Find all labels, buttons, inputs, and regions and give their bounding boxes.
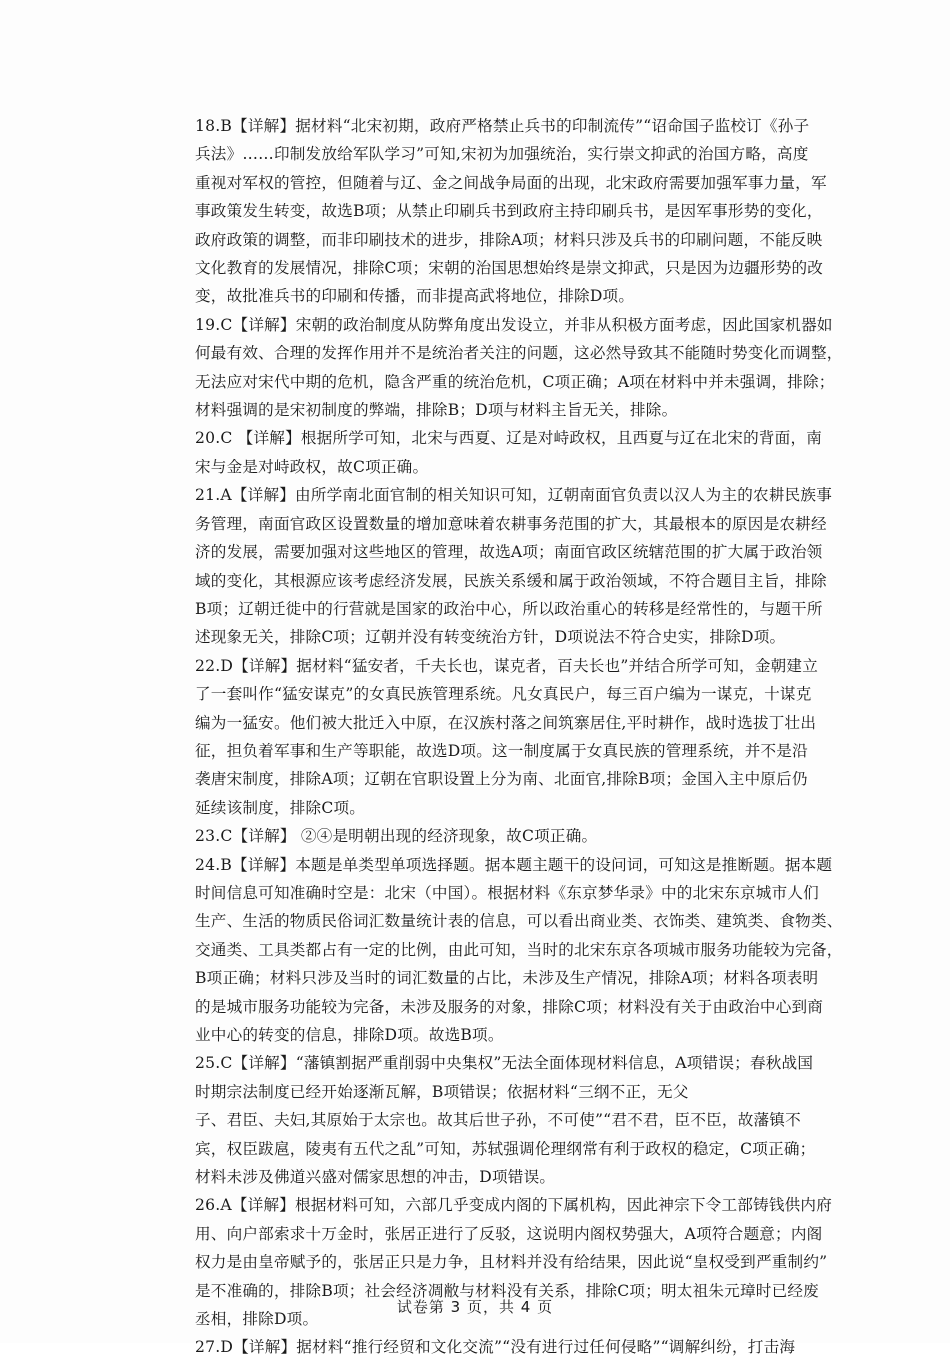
text-line: 是不准确的，排除B项；社会经济凋敝与材料没有关系，排除C项；明太祖朱元璋时已经废 (195, 1281, 819, 1300)
text-line: 26.A【详解】根据材料可知，六部几乎变成内阁的下属机构，因此神宗下令工部铸钱供内府 (195, 1196, 833, 1215)
text-line: 24.B【详解】本题是单类型单项选择题。据本题主题干的设问词，可知这是推断题。据本题 (195, 855, 833, 874)
answer-explanation (195, 311, 885, 425)
text-line: 27.D【详解】据材料“推行经贸和文化交流”“没有进行过任何侵略”“调解纠纷，打击海 (195, 1338, 796, 1357)
text-line: 生产、生活的物质民俗词汇数量统计表的信息，可以看出商业类、衣饰类、建筑类、食物类、 (195, 912, 843, 931)
text-line: 25.C【详解】“藩镇割据严重削弱中央集权”无法全面体现材料信息，A项错误；春秋战国 (195, 1054, 814, 1073)
answer-explanation (195, 822, 885, 850)
text-line: 了一套叫作“猛安谋克”的女真民族管理系统。凡女真民户，每三百户编为一谋克，十谋克 (195, 685, 812, 704)
text-line: 征，担负着军事和生产等职能，故选D项。这一制度属于女真民族的管理系统，并不是沿 (195, 741, 808, 760)
answer-explanation (195, 1333, 885, 1361)
text-line: 济的发展，需要加强对这些地区的管理，故选A项；南面官政区统辖范围的扩大属于政治领 (195, 543, 823, 562)
text-line: 权力是由皇帝赋予的，张居正只是力争，且材料并没有给结果，因此说“皇权受到严重制约” (195, 1253, 828, 1272)
answer-explanation (195, 851, 885, 1050)
text-line: 延续该制度，排除C项。 (195, 798, 366, 817)
answer-explanation (195, 652, 885, 822)
text-line: 材料强调的是宋初制度的弊端，排除B；D项与材料主旨无关，排除。 (195, 401, 678, 420)
text-line: 用、向户部索求十万金时，张居正进行了反驳，这说明内阁权势强大，A项符合题意；内阁 (195, 1224, 823, 1243)
text-line: 22.D【详解】据材料“猛安者，千夫长也，谋克者，百夫长也”并结合所学可知，金朝建立 (195, 656, 819, 675)
text-line: 18.B【详解】据材料“北宋初期，政府严格禁止兵书的印制流传”“诏命国子监校订《孙子 (195, 117, 810, 135)
text-line: 文化教育的发展情况，排除C项；宋朝的治国思想始终是崇文抑武，只是因为边疆形势的改 (195, 259, 824, 278)
text-line: 无法应对宋代中期的危机，隐含严重的统治危机，C项正确；A项在材料中并未强调，排除； (195, 372, 835, 391)
text-line: 23.C【详解】 ②④是明朝出现的经济现象，故C项正确。 (195, 827, 598, 846)
text-line: 袭唐宋制度，排除A项；辽朝在官职设置上分为南、北面官,排除B项；金国入主中原后仍 (195, 770, 808, 789)
text-line: 时间信息可知准确时空是：北宋（中国）。根据材料《东京梦华录》中的北宋东京城市人们 (195, 883, 819, 902)
text-line: 子、君臣、夫妇,其原始于太宗也。故其后世子孙，不可使”“君不君，臣不臣，故藩镇不 (195, 1111, 801, 1130)
text-line: 丞相，排除D项。 (195, 1310, 319, 1329)
text-line: 域的变化，其根源应该考虑经济发展，民族关系缓和属于政治领域，不符合题目主旨，排除 (195, 571, 827, 590)
text-line: B项；辽朝迁徙中的行营就是国家的政治中心，所以政治重心的转移是经常性的，与题干所 (195, 599, 823, 618)
text-line: 21.A【详解】由所学南北面官制的相关知识可知，辽朝南面官负责以汉人为主的农耕民族事 (195, 486, 833, 505)
text-line: 重视对军权的管控，但随着与辽、金之间战争局面的出现，北宋政府需要加强军事力量，军 (195, 173, 827, 192)
text-line: 19.C【详解】宋朝的政治制度从防弊角度出发设立，并非从积极方面考虑，因此国家机器如 (195, 315, 833, 334)
text-line: 事政策发生转变，故选B项；从禁止印刷兵书到政府主持印刷兵书，是因军事形势的变化， (195, 202, 823, 221)
text-line: 政府政策的调整，而非印刷技术的进步，排除A项；材料只涉及兵书的印刷问题，不能反映 (195, 230, 823, 249)
text-line: 业中心的转变的信息，排除D项。故选B项。 (195, 1026, 504, 1044)
page-footer: 试卷第 3 页，共 4 页 (396, 1298, 554, 1316)
text-line: 宋与金是对峙政权，故C项正确。 (195, 457, 429, 476)
text-line: 的是城市服务功能较为完备，未涉及服务的对象，排除C项；材料没有关于由政治中心到商 (195, 997, 824, 1016)
answer-explanation (195, 112, 885, 311)
text-line: 述现象无关，排除C项；辽朝并没有转变统治方针，D项说法不符合史实，排除D项。 (195, 628, 786, 647)
text-line: 务管理，南面官政区设置数量的增加意味着农耕事务范围的扩大，其最根本的原因是农耕经 (195, 514, 827, 533)
text-line: 时期宗法制度已经开始逐渐瓦解，B项错误；依据材料“三纲不正，无父 (195, 1082, 689, 1101)
text-line: 材料未涉及佛道兴盛对儒家思想的冲击，D项错误。 (195, 1168, 556, 1187)
text-line: B项正确；材料只涉及当时的词汇数量的占比，未涉及生产情况，排除A项；材料各项表明 (195, 969, 819, 988)
text-line: 编为一猛安。他们被大批迁入中原，在汉族村落之间筑寨居住,平时耕作，战时选拔丁壮出 (195, 713, 817, 732)
text-line: 何最有效、合理的发挥作用并不是统治者关注的问题，这必然导致其不能随时势变化而调整， (195, 344, 843, 363)
answer-explanations (195, 112, 885, 1362)
answer-explanation (195, 424, 885, 481)
text-line: 交通类、工具类都占有一定的比例，由此可知，当时的北宋东京各项城市服务功能较为完备， (195, 940, 843, 959)
text-line: 兵法》……印制发放给军队学习”可知,宋初为加强统治，实行崇文抑武的治国方略，高度 (195, 145, 809, 164)
text-line: 20.C 【详解】根据所学可知，北宋与西夏、辽是对峙政权，且西夏与辽在北宋的背面，南 (195, 429, 823, 448)
text-line: 变，故批准兵书的印刷和传播，而非提高武将地位，排除D项。 (195, 287, 635, 306)
text-line: 宾，权臣跋扈，陵夷有五代之乱”可知，苏轼强调伦理纲常有利于政权的稳定，C项正确； (195, 1139, 816, 1158)
answer-explanation (195, 481, 885, 651)
answer-explanation (195, 1049, 885, 1191)
